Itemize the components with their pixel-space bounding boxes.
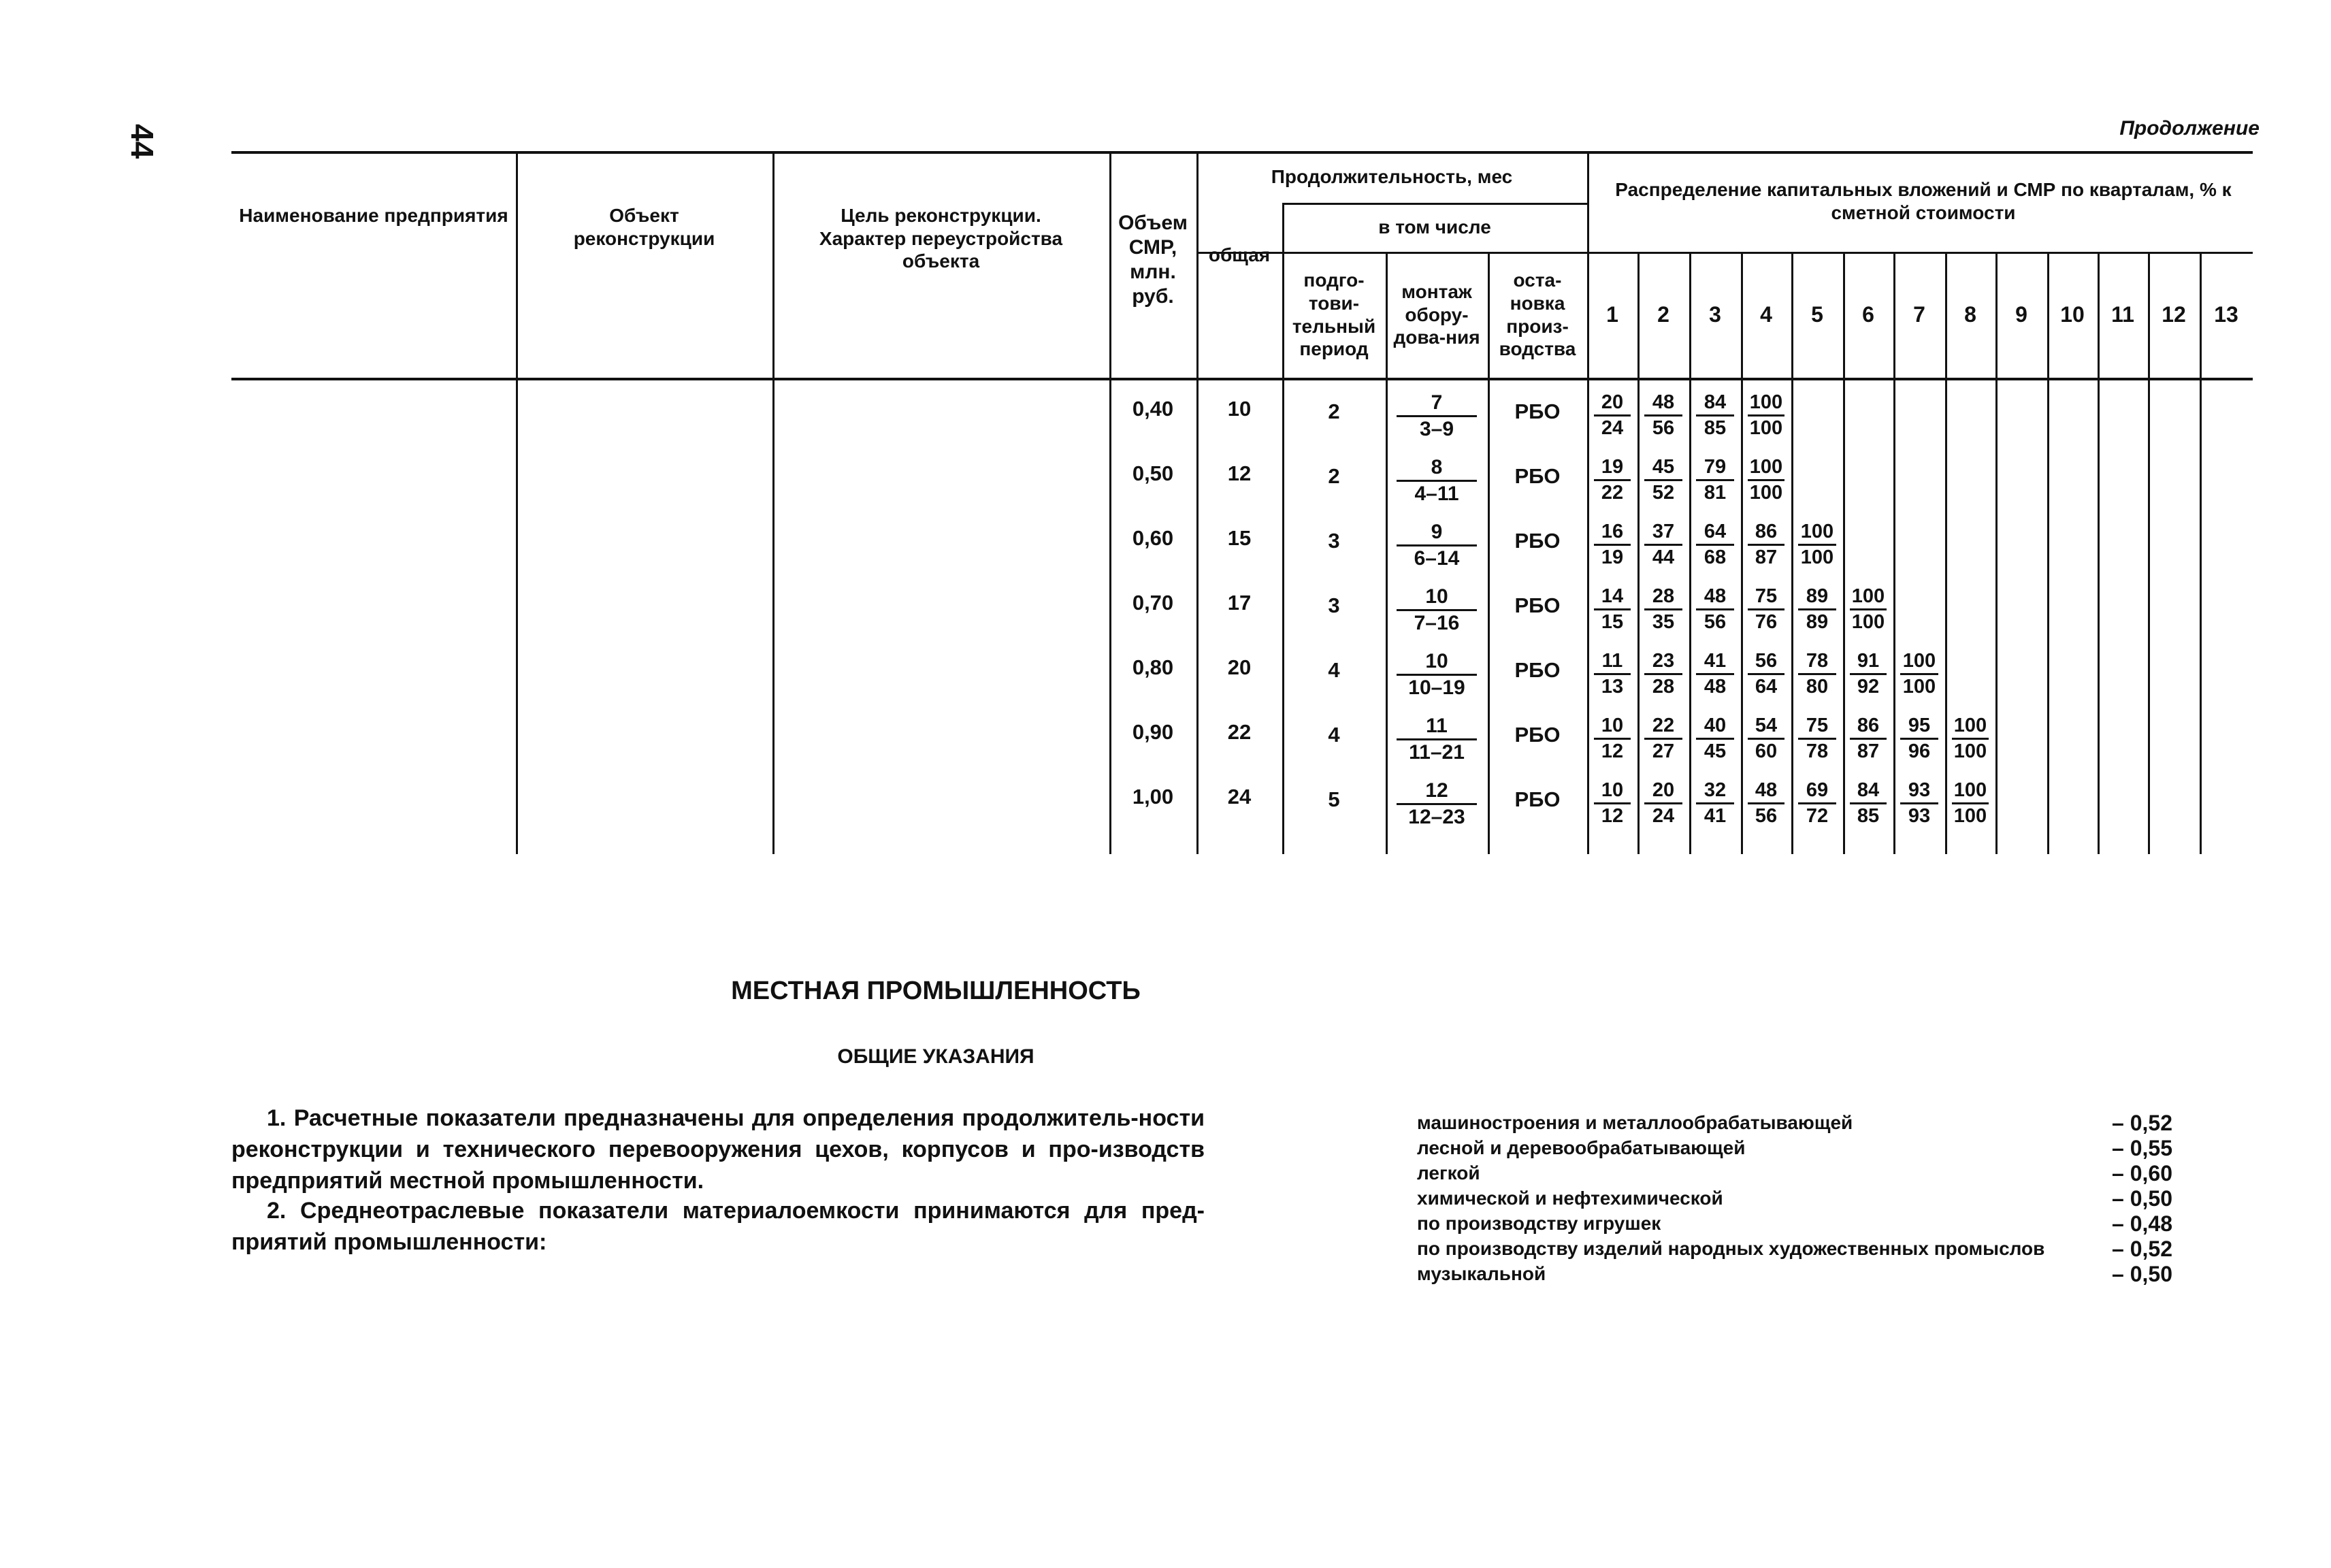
header-volume: Объем СМР, млн. руб. [1118,212,1188,308]
quarter-6-fraction [1850,716,1887,762]
header-quarter-5: 5 [1811,302,1823,327]
total-duration-cell: 15 [1227,526,1252,550]
header-quarter-12: 12 [2162,302,2186,327]
fraction-denominator: 22 [1601,482,1624,504]
quarter-3-fraction [1696,716,1734,762]
fraction-numerator: 100 [1748,393,1784,416]
fraction-numerator: 75 [1748,587,1784,610]
quarter-1-fraction [1594,522,1631,568]
header-quarter-11: 11 [2111,302,2134,327]
material-index-value: – 0,60 [2112,1161,2172,1186]
fraction-denominator: 92 [1857,676,1880,698]
quarter-7-fraction [1900,651,1938,697]
prep-period-cell: 4 [1328,658,1340,682]
fraction-denominator: 100 [1953,805,1987,827]
quarter-6-fraction [1850,651,1887,697]
fraction-numerator: 100 [1798,522,1836,546]
quarter-4-fraction [1748,781,1784,826]
installation-fraction [1397,457,1477,504]
fraction-numerator: 93 [1900,781,1938,804]
production-stop-cell: РБО [1514,399,1561,423]
fraction-numerator: 23 [1644,651,1682,675]
quarter-6-fraction [1850,587,1887,632]
fraction-numerator: 28 [1644,587,1682,610]
fraction-denominator: 100 [1902,676,1936,698]
fraction-denominator: 24 [1601,417,1624,439]
fraction-numerator: 64 [1696,522,1734,546]
material-index-row [1417,1237,2172,1261]
fraction-denominator: 68 [1704,546,1727,568]
fraction-numerator: 12 [1397,781,1477,805]
material-index-value: – 0,52 [2112,1111,2172,1135]
prep-period-cell: 2 [1328,464,1340,488]
fraction-numerator: 9 [1397,522,1477,546]
fraction-denominator: 7–16 [1414,612,1460,634]
fraction-numerator: 91 [1850,651,1887,675]
fraction-denominator: 76 [1755,611,1778,633]
fraction-denominator: 96 [1908,740,1931,762]
total-duration-cell: 20 [1227,655,1252,679]
quarter-7-fraction [1900,716,1938,762]
quarter-2-fraction [1644,457,1682,503]
fraction-numerator: 32 [1696,781,1734,804]
industry-label: по производству игрушек [1417,1213,1661,1234]
quarter-3-fraction [1696,587,1734,632]
fraction-denominator: 64 [1755,676,1778,698]
fraction-denominator: 100 [1851,611,1885,633]
header-object: Объект реконструкции [573,205,715,249]
fraction-denominator: 11–21 [1409,741,1465,764]
production-stop-cell: РБО [1514,593,1561,617]
fraction-denominator: 35 [1652,611,1675,633]
fraction-denominator: 60 [1755,740,1778,762]
fraction-numerator: 10 [1397,587,1477,611]
fraction-numerator: 100 [1952,781,1989,804]
installation-fraction [1397,781,1477,828]
installation-fraction [1397,716,1477,763]
fraction-denominator: 45 [1704,740,1727,762]
fraction-denominator: 3–9 [1419,418,1454,440]
section-subtitle: ОБЩИЕ УКАЗАНИЯ [837,1045,1034,1068]
prep-period-cell: 4 [1328,723,1340,747]
header-quarter-10: 10 [2060,302,2085,327]
quarter-1-fraction [1594,651,1631,697]
quarter-7-fraction [1900,781,1938,826]
header-quarter-1: 1 [1606,302,1618,327]
total-duration-cell: 10 [1227,397,1252,421]
fraction-numerator: 95 [1900,716,1938,740]
fraction-numerator: 14 [1594,587,1631,610]
quarter-5-fraction [1798,587,1836,632]
fraction-denominator: 6–14 [1414,547,1460,570]
fraction-denominator: 10–19 [1408,676,1465,699]
production-stop-cell: РБО [1514,787,1561,811]
industry-label: легкой [1417,1162,1480,1183]
material-index-row [1417,1211,2172,1236]
industry-label: машиностроения и металлообрабатывающей [1417,1112,1853,1133]
header-quarter-7: 7 [1913,302,1925,327]
material-index-row [1417,1186,2172,1211]
fraction-denominator: 78 [1806,740,1829,762]
paragraph-2: 2. Среднеотраслевые показатели материалоемкости принимаются для пред-приятий промышленности: [231,1198,1205,1255]
header-distribution: Распределение капитальных вложений и СМР по кварталам, % к сметной стоимости [1615,179,2232,223]
header-quarter-9: 9 [2015,302,2027,327]
quarter-4-fraction [1748,651,1784,697]
fraction-denominator: 15 [1601,611,1624,633]
prep-period-cell: 3 [1328,593,1340,617]
fraction-numerator: 41 [1696,651,1734,675]
fraction-numerator: 75 [1798,716,1836,740]
fraction-denominator: 81 [1704,482,1727,504]
volume-cell: 1,00 [1132,785,1174,808]
quarter-3-fraction [1696,457,1734,503]
fraction-numerator: 100 [1748,457,1784,481]
quarter-5-fraction [1798,651,1836,697]
fraction-numerator: 16 [1594,522,1631,546]
fraction-numerator: 22 [1644,716,1682,740]
header-prep-period: подго-тови-тельный период [1292,270,1376,360]
fraction-denominator: 93 [1908,805,1931,827]
grid-line [772,151,775,854]
fraction-numerator: 20 [1594,393,1631,416]
fraction-numerator: 86 [1748,522,1784,546]
continuation-label: Продолжение [2119,117,2260,140]
quarter-4-fraction [1748,716,1784,762]
installation-fraction [1397,651,1477,698]
fraction-numerator: 45 [1644,457,1682,481]
fraction-denominator: 28 [1652,676,1675,698]
installation-fraction [1397,522,1477,569]
quarter-1-fraction [1594,716,1631,762]
fraction-numerator: 69 [1798,781,1836,804]
fraction-numerator: 8 [1397,457,1477,482]
header-total: общая [1208,244,1271,266]
header-quarter-4: 4 [1760,302,1772,327]
header-installation: монтаж обору-дова-ния [1393,281,1480,348]
fraction-denominator: 12 [1601,805,1624,827]
quarter-3-fraction [1696,522,1734,568]
fraction-denominator: 100 [1749,482,1783,504]
industry-label: музыкальной [1417,1263,1546,1284]
fraction-numerator: 20 [1644,781,1682,804]
fraction-denominator: 52 [1652,482,1675,504]
fraction-denominator: 12 [1601,740,1624,762]
total-duration-cell: 17 [1227,591,1252,615]
industry-label: химической и нефтехимической [1417,1188,1723,1209]
quarter-1-fraction [1594,587,1631,632]
quarter-2-fraction [1644,393,1682,438]
material-index-row [1417,1161,2172,1186]
quarter-4-fraction [1748,457,1784,503]
header-quarter-8: 8 [1964,302,1976,327]
material-index-row [1417,1111,2172,1135]
fraction-numerator: 84 [1696,393,1734,416]
header-production-stop: оста-новка произ-водства [1499,270,1576,360]
prep-period-cell: 5 [1328,787,1340,811]
quarter-2-fraction [1644,522,1682,568]
fraction-numerator: 54 [1748,716,1784,740]
fraction-denominator: 13 [1601,676,1624,698]
quarter-1-fraction [1594,393,1631,438]
quarter-3-fraction [1696,781,1734,826]
quarter-3-fraction [1696,651,1734,697]
fraction-denominator: 89 [1806,611,1829,633]
quarter-8-fraction [1952,716,1989,762]
quarter-4-fraction [1748,587,1784,632]
fraction-numerator: 37 [1644,522,1682,546]
fraction-denominator: 12–23 [1408,806,1465,828]
fraction-numerator: 56 [1748,651,1784,675]
quarter-4-fraction [1748,522,1784,568]
material-index-value: – 0,50 [2112,1262,2172,1286]
material-index-row [1417,1136,2172,1160]
volume-cell: 0,60 [1132,526,1174,550]
header-quarter-2: 2 [1657,302,1669,327]
fraction-denominator: 85 [1704,417,1727,439]
fraction-denominator: 87 [1857,740,1880,762]
fraction-numerator: 11 [1594,651,1631,675]
fraction-numerator: 100 [1850,587,1887,610]
header-purpose: Цель реконструкции. Характер переустройства объекта [819,205,1063,272]
fraction-denominator: 100 [1749,417,1783,439]
fraction-denominator: 72 [1806,805,1829,827]
fraction-denominator: 24 [1652,805,1675,827]
material-index-value: – 0,48 [2112,1211,2172,1236]
volume-cell: 0,40 [1132,397,1174,421]
production-stop-cell: РБО [1514,464,1561,488]
page-number: 44 [125,124,160,159]
fraction-numerator: 100 [1900,651,1938,675]
header-duration: Продолжительность, мес [1271,166,1513,188]
quarter-2-fraction [1644,587,1682,632]
header-including: в том числе [1378,216,1491,238]
header-enterprise: Наименование предприятия [239,205,508,226]
production-stop-cell: РБО [1514,529,1561,553]
fraction-denominator: 56 [1652,417,1675,439]
fraction-numerator: 100 [1952,716,1989,740]
fraction-denominator: 80 [1806,676,1829,698]
fraction-denominator: 85 [1857,805,1880,827]
material-index-value: – 0,50 [2112,1186,2172,1211]
header-quarter-3: 3 [1709,302,1721,327]
paragraph-1: 1. Расчетные показатели предназначены для определения продолжитель-ности реконструкции и технического перевооружения цехов, корпусов и про-изводств предприятий местной промышленности. [231,1105,1205,1194]
fraction-denominator: 4–11 [1414,483,1459,505]
volume-cell: 0,80 [1132,655,1174,679]
fraction-denominator: 100 [1953,740,1987,762]
production-stop-cell: РБО [1514,658,1561,682]
quarter-5-fraction [1798,716,1836,762]
fraction-numerator: 10 [1594,781,1631,804]
fraction-denominator: 41 [1704,805,1727,827]
header-quarter-6: 6 [1862,302,1874,327]
quarter-2-fraction [1644,781,1682,826]
installation-fraction [1397,393,1477,440]
fraction-denominator: 100 [1800,546,1834,568]
quarter-2-fraction [1644,651,1682,697]
industry-label: лесной и деревообрабатывающей [1417,1137,1746,1158]
material-index-value: – 0,55 [2112,1136,2172,1160]
prep-period-cell: 2 [1328,399,1340,423]
fraction-numerator: 78 [1798,651,1836,675]
fraction-denominator: 44 [1652,546,1675,568]
volume-cell: 0,90 [1132,720,1174,744]
fraction-numerator: 11 [1397,716,1477,740]
fraction-denominator: 87 [1755,546,1778,568]
quarter-5-fraction [1798,522,1836,568]
fraction-numerator: 48 [1644,393,1682,416]
fraction-denominator: 56 [1704,611,1727,633]
prep-period-cell: 3 [1328,529,1340,553]
total-duration-cell: 12 [1227,461,1252,485]
fraction-numerator: 40 [1696,716,1734,740]
material-index-value: – 0,52 [2112,1237,2172,1261]
industry-label: по производству изделий народных художественных промыслов [1417,1238,2045,1259]
volume-cell: 0,50 [1132,461,1174,485]
quarter-3-fraction [1696,393,1734,438]
fraction-numerator: 48 [1696,587,1734,610]
fraction-numerator: 10 [1397,651,1477,676]
header-bottom-border [231,378,2253,380]
production-stop-cell: РБО [1514,723,1561,747]
installation-fraction [1397,587,1477,634]
fraction-numerator: 89 [1798,587,1836,610]
quarter-1-fraction [1594,457,1631,503]
fraction-numerator: 86 [1850,716,1887,740]
header-quarter-13: 13 [2214,302,2238,327]
grid-line [516,151,518,854]
quarter-2-fraction [1644,716,1682,762]
fraction-numerator: 10 [1594,716,1631,740]
quarter-4-fraction [1748,393,1784,438]
quarter-8-fraction [1952,781,1989,826]
section-title: МЕСТНАЯ ПРОМЫШЛЕННОСТЬ [731,977,1141,1005]
fraction-numerator: 7 [1397,393,1477,417]
volume-cell: 0,70 [1132,591,1174,615]
fraction-denominator: 48 [1704,676,1727,698]
total-duration-cell: 24 [1227,785,1252,808]
fraction-numerator: 48 [1748,781,1784,804]
total-duration-cell: 22 [1227,720,1252,744]
material-index-row [1417,1262,2172,1286]
fraction-denominator: 19 [1601,546,1624,568]
fraction-numerator: 84 [1850,781,1887,804]
quarter-6-fraction [1850,781,1887,826]
fraction-numerator: 19 [1594,457,1631,481]
quarter-5-fraction [1798,781,1836,826]
fraction-denominator: 27 [1652,740,1675,762]
fraction-denominator: 56 [1755,805,1778,827]
fraction-numerator: 79 [1696,457,1734,481]
quarter-1-fraction [1594,781,1631,826]
